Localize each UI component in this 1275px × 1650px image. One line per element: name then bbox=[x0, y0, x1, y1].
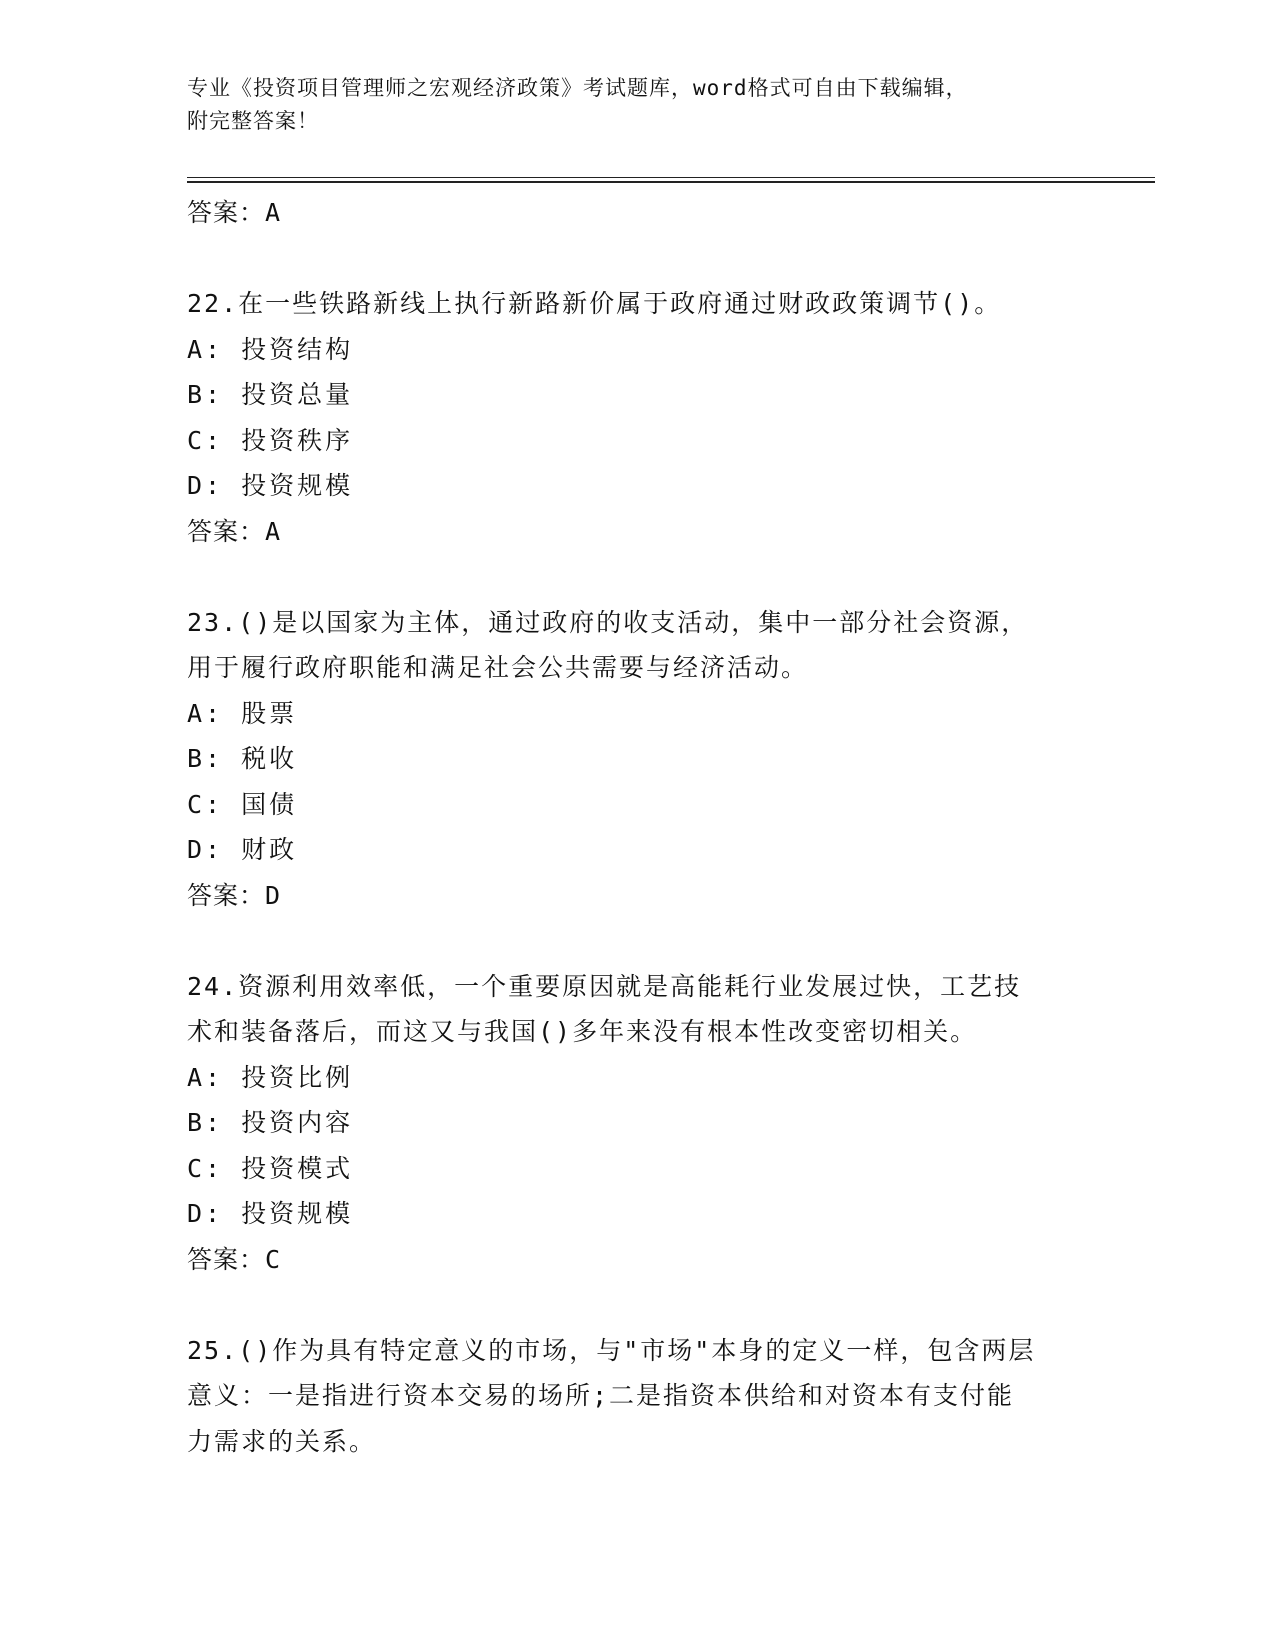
question-block bbox=[187, 281, 1087, 555]
stem-line: 24.资源利用效率低，一个重要原因就是高能耗行业发展过快，工艺技 bbox=[187, 971, 1022, 1001]
option-a: A: 股票 bbox=[187, 698, 298, 728]
answer-value: C bbox=[265, 1244, 282, 1274]
option-b: B: 投资内容 bbox=[187, 1108, 354, 1137]
header-line-1: 专业《投资项目管理师之宏观经济政策》考试题库，word格式可自由下载编辑， bbox=[187, 76, 968, 100]
stem-line: 23.()是以国家为主体，通过政府的收支活动，集中一部分社会资源， bbox=[187, 607, 1029, 637]
option-b: B: 投资总量 bbox=[187, 380, 354, 409]
answer-label: 答案： bbox=[187, 1244, 266, 1274]
question-list bbox=[187, 190, 1087, 1464]
answer-label: 答案： bbox=[187, 198, 266, 227]
option-c: C: 投资秩序 bbox=[187, 425, 354, 455]
option-b: B: 税收 bbox=[187, 744, 298, 773]
question-stem bbox=[187, 964, 1077, 1055]
option-c: C: 投资模式 bbox=[187, 1153, 354, 1183]
stem-line: 用于履行政府职能和满足社会公共需要与经济活动。 bbox=[187, 653, 809, 682]
option-d: D: 投资规模 bbox=[187, 1199, 354, 1228]
answer-value: A bbox=[265, 516, 282, 546]
option-d: D: 财政 bbox=[187, 835, 298, 864]
header-divider-thin bbox=[187, 177, 1155, 178]
question-stem bbox=[187, 1328, 1077, 1465]
spacer bbox=[187, 555, 1087, 600]
answer-label: 答案： bbox=[187, 516, 266, 546]
header-divider-thick bbox=[187, 181, 1155, 183]
header-line-2: 附完整答案！ bbox=[187, 109, 319, 133]
answer-line bbox=[187, 1237, 1087, 1283]
stem-line: 25.()作为具有特定意义的市场，与"市场"本身的定义一样，包含两层 bbox=[187, 1335, 1036, 1365]
question-block bbox=[187, 964, 1087, 1283]
answer-label: 答案： bbox=[187, 880, 266, 910]
answer-value: A bbox=[265, 198, 282, 227]
answer-line bbox=[187, 190, 1087, 236]
spacer bbox=[187, 236, 1087, 281]
option-d: D: 投资规模 bbox=[187, 471, 354, 500]
question-stem bbox=[187, 600, 1077, 691]
answer-value: D bbox=[265, 880, 282, 910]
answer-line bbox=[187, 873, 1087, 919]
spacer bbox=[187, 919, 1087, 964]
stem-line: 力需求的关系。 bbox=[187, 1426, 377, 1456]
option-a: A: 投资结构 bbox=[187, 334, 354, 364]
question-stem bbox=[187, 281, 1077, 327]
spacer bbox=[187, 1283, 1087, 1328]
stem-line: 术和装备落后，而这又与我国()多年来没有根本性改变密切相关。 bbox=[187, 1017, 978, 1046]
question-block bbox=[187, 600, 1087, 919]
question-block bbox=[187, 1328, 1087, 1465]
stem-line: 意义：一是指进行资本交易的场所;二是指资本供给和对资本有支付能 bbox=[187, 1381, 1015, 1410]
document-header bbox=[187, 72, 1087, 138]
answer-line bbox=[187, 509, 1087, 555]
option-a: A: 投资比例 bbox=[187, 1062, 354, 1092]
option-c: C: 国债 bbox=[187, 789, 298, 819]
stem-line: 22.在一些铁路新线上执行新路新价属于政府通过财政政策调节()。 bbox=[187, 289, 1002, 318]
